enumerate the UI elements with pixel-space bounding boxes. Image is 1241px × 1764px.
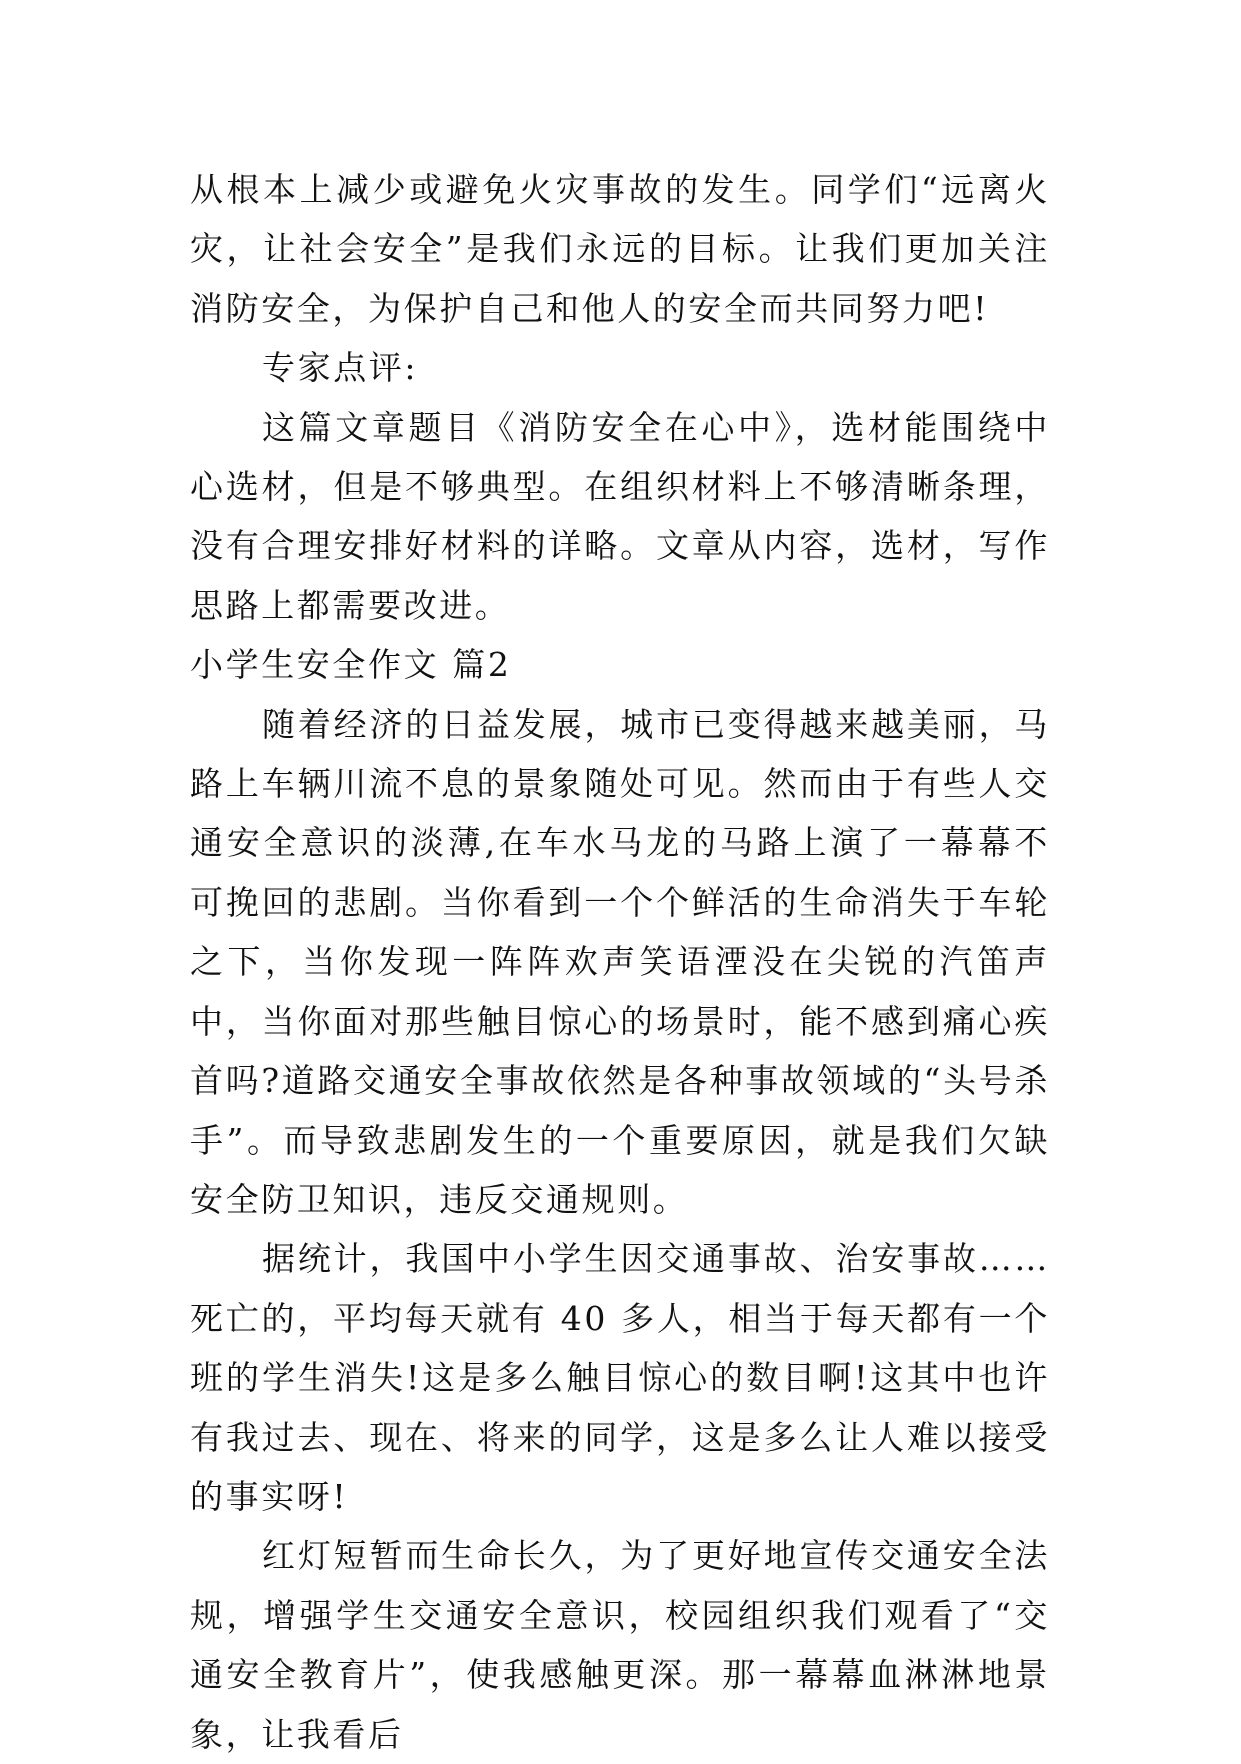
body-paragraph: 随着经济的日益发展，城市已变得越来越美丽，马路上车辆川流不息的景象随处可见。然而由于有些人交通安全意识的淡薄,在车水马龙的马路上演了一幕幕不可挽回的悲剧。当你看到一个个鲜活的生命消失于车轮之下，当你发现一阵阵欢声笑语湮没在尖锐的汽笛声中，当你面对那些触目惊心的场景时，能不感到痛心疾首吗?道路交通安全事故依然是各种事故领域的“头号杀手”。而导致悲剧发生的一个重要原因，就是我们欠缺安全防卫知识，违反交通规则。: [190, 704, 1050, 1219]
section-title: 小学生安全作文 篇2: [190, 645, 512, 685]
expert-comment-paragraph: 这篇文章题目《消防安全在心中》，选材能围绕中心选材，但是不够典型。在组织材料上不够清晰条理，没有合理安排好材料的详略。文章从内容，选材，写作思路上都需要改进。: [190, 407, 1050, 625]
document-body: [190, 160, 1050, 1764]
expert-comment-label: 专家点评:: [262, 348, 419, 388]
body-paragraph: 据统计，我国中小学生因交通事故、治安事故……死亡的，平均每天就有 40 多人，相当于每天都有一个班的学生消失!这是多么触目惊心的数目啊!这其中也许有我过去、现在、将来的同学，这是多么让人难以接受的事实呀!: [190, 1239, 1050, 1516]
body-paragraph: 红灯短暂而生命长久，为了更好地宣传交通安全法规，增强学生交通安全意识，校园组织我们观看了“交通安全教育片”，使我感触更深。那一幕幕血淋淋地景象，让我看后: [190, 1536, 1050, 1754]
intro-continuation-paragraph: 从根本上减少或避免火灾事故的发生。同学们“远离火灾，让社会安全”是我们永远的目标。让我们更加关注消防安全，为保护自己和他人的安全而共同努力吧!: [190, 170, 1050, 328]
